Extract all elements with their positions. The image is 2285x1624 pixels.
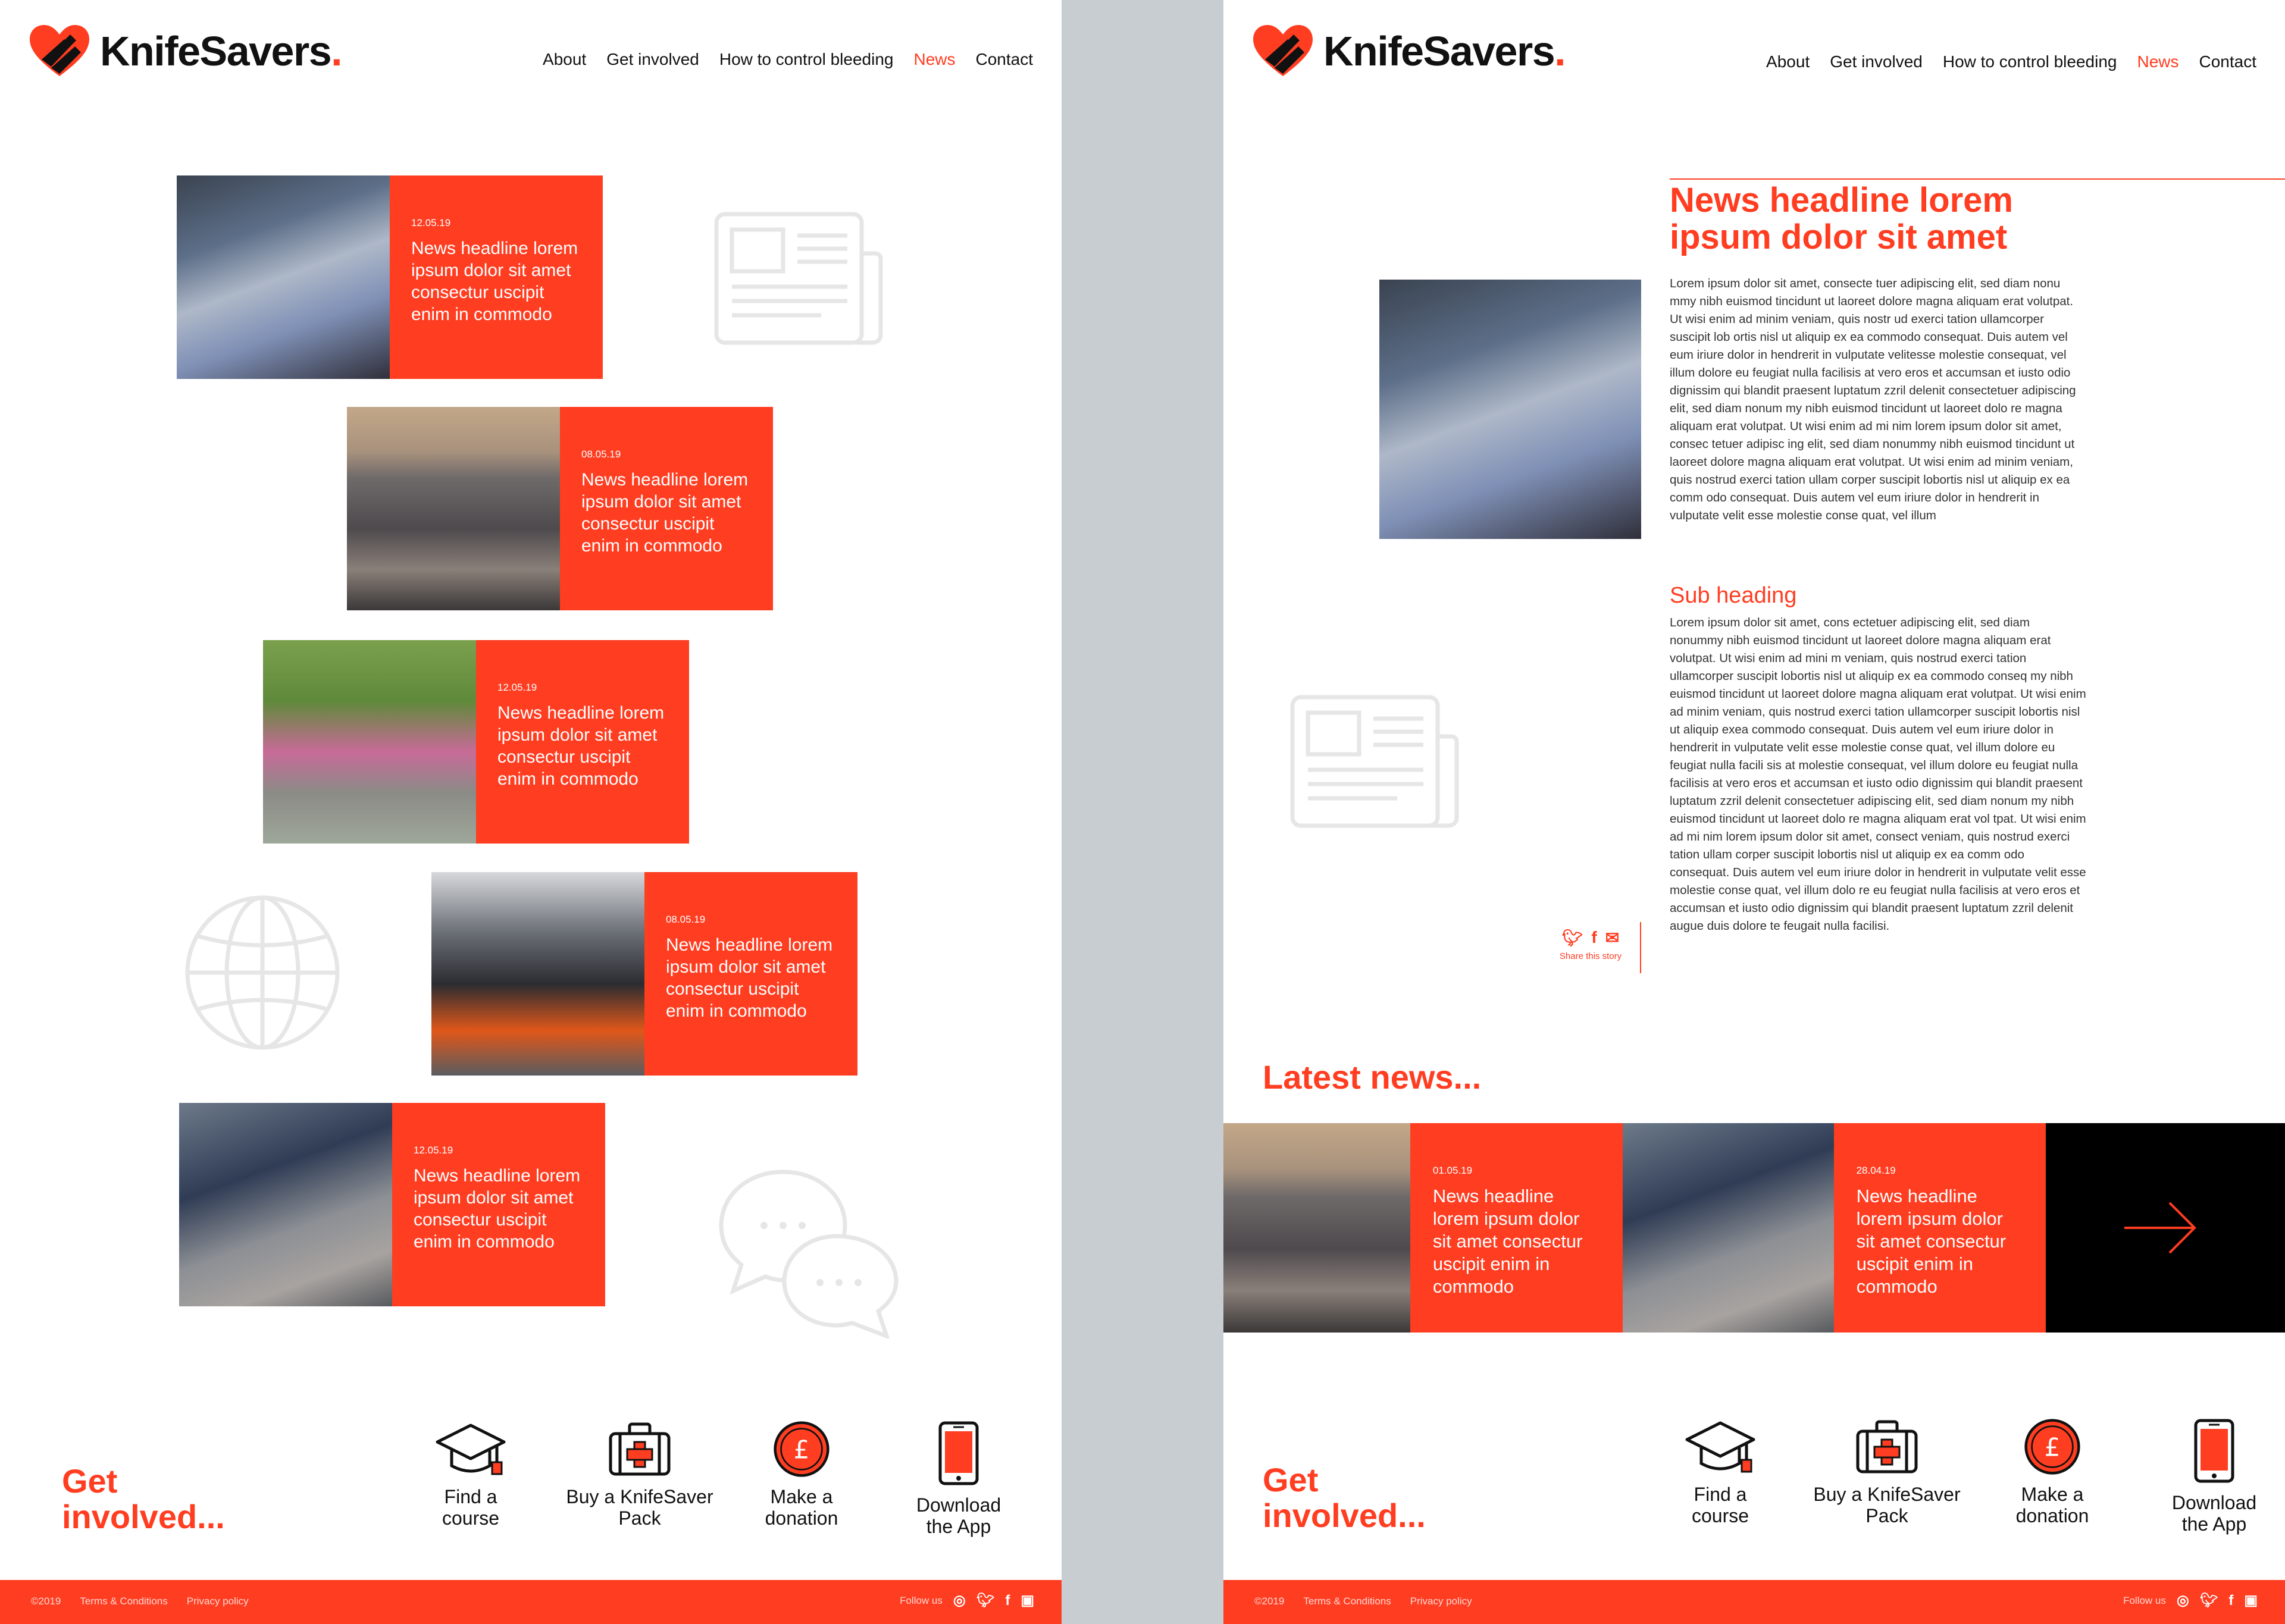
- brand-name: KnifeSavers: [100, 28, 331, 74]
- follow-us-label: Follow us: [2123, 1594, 2166, 1606]
- arrow-right-icon: [2123, 1200, 2198, 1255]
- globe-icon: [184, 895, 340, 1051]
- news-headline[interactable]: News headline lorem ipsum dolor sit amet consectur uscipit enim in commodo: [581, 470, 749, 556]
- facebook-icon[interactable]: f: [1591, 928, 1597, 946]
- pound-coin-icon: [2021, 1418, 2084, 1475]
- find-course-label-2: course: [442, 1507, 500, 1529]
- news-card-text: [476, 640, 689, 844]
- news-image-paramedic-ambulance: [177, 175, 390, 379]
- footer: [0, 1580, 1062, 1624]
- smartphone-icon: [938, 1421, 979, 1486]
- get-involved-title: [1263, 1462, 1426, 1534]
- buy-pack-link[interactable]: [559, 1421, 720, 1529]
- follow-us-label: Follow us: [900, 1594, 943, 1606]
- heart-hands-logo-icon: [1252, 24, 1314, 79]
- site-logo[interactable]: [29, 23, 362, 82]
- latest-image-first-aid-street[interactable]: [1623, 1123, 1834, 1333]
- news-date: 01.05.19: [1432, 1165, 1473, 1176]
- news-date: 08.05.19: [581, 449, 621, 460]
- first-aid-kit-icon: [607, 1421, 672, 1478]
- nav-get-involved[interactable]: Get involved: [1830, 52, 1923, 71]
- nav-news[interactable]: News: [2137, 52, 2179, 71]
- get-involved-title-line1: Get: [1263, 1461, 1319, 1498]
- brand-dot: .: [1554, 28, 1566, 74]
- news-headline[interactable]: News headline lorem ipsum dolor sit amet consectur uscipit enim in commodo: [666, 935, 833, 1021]
- snapchat-icon[interactable]: ▣: [2244, 1592, 2258, 1609]
- buy-pack-label-1: Buy a KnifeSaver: [566, 1486, 713, 1507]
- facebook-icon[interactable]: f: [2228, 1592, 2234, 1609]
- latest-card[interactable]: [1410, 1123, 1623, 1333]
- article-body-1: Lorem ipsum dolor sit amet, consecte tuer adipiscing elit, sed diam nonu mmy nibh euismod tincidunt ut laoreet dolore magna aliquam erat volutpat. Ut wisi enim ad minim veniam, quis nostr ud exerci tation ullamcorper suscipit lob ortis nisl ut aliquip ex ea commodo consequat. Duis autem vel eum iriure dolor in hendrerit in vulputate velitesse molestie consequat, vel illum dolore eu feugiat nulla facilisis at vero eros et accumsan et iusto odio dignissim qui blandit praesent luptatum zzril delenit consectetuer adipiscing elit, sed diam nonum my nibh euismod tincidunt ut laoreet dolo re magna aliquam erat volutpat. Ut wisi enim ad mi nim lorem ipsum dolor sit amet, consec tetuer adipisc ing elit, sed diam nonummy nibh euismod tincidunt ut laoreet dolore magna aliquam erat volutpat. Ut wisi enim ad minim veniam, quis nostrud exerci tation ullam corper suscipit lobortis nisl ut aliquip ex ea comm odo consequat. Duis autem vel eum iriure dolor in hendrerit in vulputate velit esse molestie conse quat, vel illum: [1670, 277, 2076, 522]
- buy-pack-label-1: Buy a KnifeSaver: [1813, 1484, 1961, 1505]
- news-card[interactable]: [431, 872, 857, 1076]
- buy-pack-label-2: Pack: [1865, 1505, 1908, 1526]
- privacy-link[interactable]: Privacy policy: [1410, 1595, 1472, 1607]
- find-course-label-2: course: [1691, 1505, 1749, 1526]
- news-card[interactable]: [177, 175, 603, 379]
- news-card-text: [644, 872, 857, 1076]
- news-image-first-aid-street: [179, 1103, 392, 1306]
- donation-label-2: donation: [2015, 1505, 2089, 1526]
- nav-contact[interactable]: Contact: [2199, 52, 2256, 71]
- article-body-2: Lorem ipsum dolor sit amet, cons ectetuer adipiscing elit, sed diam nonummy nibh euismod tincidunt ut laoreet dolore magna aliquam erat volutpat. Ut wisi enim ad mini m veniam, quis nostrud exerci tation ullamcorper suscipit lobortis nisl ut aliquip ex ea commodo conseq my nibh euismod tincidunt ut laoreet dolore magna aliquam erat volutpat. Ut wisi enim ad minim veniam, quis nostrud exerci tation ullamcorper suscipit lobortis nisl ut aliquip exea commodo consequat. Duis autem vel eum iriure dolor in hendrerit in vulputate velit esse molestie conse quat, vel illum dolore eu feugiat nulla facili sis at molestie consequat, vel illum dolore eu feugiat nulla facilisis at vero eros et accumsan et iusto odio dignissim qui blandit praesent luptatum zzril delenit consectetuer adipiscing elit, sed diam nonum my nibh euismod tincidunt ut laoreet dolo re magna aliquam erat vol tpat. Ut wisi enim ad mi nim lorem ipsum dolor sit amet, consect veniam, quis nostrud exerci tation ullam corper suscipit lobortis nisl ut aliquip ex ea comm odo consequat. Duis autem vel eum iriure dolor in hendrerit in vulputate velit esse molestie conse quat, vel illum dolo re eu feugiat nulla facilisis at vero eros et accumsan et iusto odio dignissim qui blandit praesent luptatum zzril delenit augue duis dolore te feugait nulla facilisi.: [1670, 616, 2086, 933]
- nav-how-to-control-bleeding[interactable]: How to control bleeding: [719, 50, 894, 68]
- buy-pack-label-2: Pack: [618, 1507, 661, 1529]
- news-date: 12.05.19: [497, 682, 537, 693]
- news-article-page: [1223, 0, 2285, 1624]
- news-card-text: [390, 175, 603, 379]
- find-course-label-1: Find a: [1694, 1484, 1747, 1505]
- latest-card[interactable]: [1834, 1123, 2046, 1333]
- email-icon[interactable]: ✉: [1605, 929, 1620, 947]
- nav-about[interactable]: About: [1766, 52, 1810, 71]
- share-label: Share this story: [1559, 951, 1622, 961]
- graduation-cap-icon: [1685, 1418, 1756, 1475]
- copyright: ©2019: [1254, 1595, 1285, 1607]
- news-list-page: [0, 0, 1062, 1624]
- first-aid-kit-icon: [1854, 1418, 1920, 1475]
- copyright: ©2019: [31, 1595, 61, 1607]
- news-headline[interactable]: News headline lorem ipsum dolor sit amet consectur uscipit enim in commodo: [1432, 1186, 1583, 1297]
- news-headline[interactable]: News headline lorem ipsum dolor sit amet consectur uscipit enim in commodo: [411, 239, 578, 324]
- download-app-label-2: the App: [2181, 1513, 2247, 1535]
- pound-coin-icon: [770, 1421, 833, 1478]
- news-image-city-skyline: [347, 407, 560, 610]
- main-nav: [543, 50, 1033, 69]
- privacy-link[interactable]: Privacy policy: [186, 1595, 249, 1607]
- smartphone-icon: [2193, 1418, 2235, 1484]
- news-card-text: [560, 407, 773, 610]
- news-date: 12.05.19: [411, 217, 451, 228]
- nav-how-to-control-bleeding[interactable]: How to control bleeding: [1942, 52, 2117, 71]
- article-sub-heading: Sub heading: [1670, 583, 1797, 608]
- find-course-link[interactable]: [1640, 1418, 1801, 1526]
- news-card-text: [392, 1103, 605, 1306]
- latest-image-city-skyline[interactable]: [1223, 1123, 1410, 1333]
- donation-label-1: Make a: [770, 1486, 833, 1507]
- nav-news[interactable]: News: [913, 50, 956, 68]
- donation-link[interactable]: [721, 1421, 882, 1529]
- get-involved-title-line2: involved...: [1263, 1497, 1426, 1534]
- news-date: 12.05.19: [414, 1145, 453, 1156]
- donation-link[interactable]: [1972, 1418, 2133, 1526]
- nav-get-involved[interactable]: Get involved: [606, 50, 699, 68]
- news-date: 28.04.19: [1856, 1165, 1896, 1176]
- newspaper-icon: [714, 212, 883, 345]
- download-app-link[interactable]: [878, 1421, 1039, 1537]
- twitter-icon[interactable]: 🐦︎: [1561, 929, 1583, 947]
- brand-name: KnifeSavers: [1323, 28, 1555, 74]
- site-logo[interactable]: [1252, 23, 1585, 82]
- latest-next-button[interactable]: [2046, 1123, 2285, 1333]
- news-headline[interactable]: News headline lorem ipsum dolor sit amet consectur uscipit enim in commodo: [1856, 1186, 2007, 1297]
- heart-hands-logo-icon: [29, 24, 90, 79]
- brand-dot: .: [331, 28, 342, 74]
- donation-label-2: donation: [765, 1507, 838, 1529]
- news-image-paramedics-team: [431, 872, 644, 1076]
- twitter-icon[interactable]: 🐦︎: [976, 1592, 995, 1609]
- news-image-charity-walk: [263, 640, 476, 844]
- download-app-label-1: Download: [2171, 1492, 2257, 1513]
- buy-pack-link[interactable]: [1807, 1418, 1967, 1526]
- nav-contact[interactable]: Contact: [975, 50, 1033, 68]
- instagram-icon[interactable]: ◎: [2176, 1592, 2189, 1609]
- download-app-label-2: the App: [926, 1516, 991, 1537]
- graduation-cap-icon: [435, 1421, 506, 1478]
- share-block: [1552, 928, 1629, 961]
- latest-news-strip: [1223, 1123, 2285, 1333]
- article-title: News headline lorem ipsum dolor sit amet: [1670, 181, 2013, 256]
- footer: [1223, 1580, 2285, 1624]
- instagram-icon[interactable]: ◎: [953, 1592, 966, 1609]
- facebook-icon[interactable]: f: [1005, 1592, 1010, 1609]
- svg-text:£: £: [2044, 1432, 2061, 1462]
- news-card[interactable]: [263, 640, 689, 844]
- download-app-label-1: Download: [916, 1494, 1001, 1516]
- svg-text:£: £: [793, 1435, 810, 1465]
- nav-about[interactable]: About: [543, 50, 587, 68]
- donation-label-1: Make a: [2021, 1484, 2084, 1505]
- get-involved-title-line2: involved...: [62, 1498, 225, 1535]
- news-date: 08.05.19: [666, 914, 706, 925]
- latest-news-title: Latest news...: [1263, 1058, 1482, 1096]
- news-headline[interactable]: News headline lorem ipsum dolor sit amet consectur uscipit enim in commodo: [414, 1166, 581, 1252]
- news-headline[interactable]: News headline lorem ipsum dolor sit amet consectur uscipit enim in commodo: [497, 703, 665, 789]
- twitter-icon[interactable]: 🐦︎: [2199, 1592, 2218, 1609]
- title-rule: [1670, 178, 2285, 180]
- news-card[interactable]: [179, 1103, 605, 1306]
- download-app-link[interactable]: [2134, 1418, 2285, 1535]
- get-involved-title-line1: Get: [62, 1462, 118, 1500]
- main-nav: [1766, 52, 2256, 71]
- share-divider: [1640, 922, 1641, 973]
- snapchat-icon[interactable]: ▣: [1021, 1592, 1034, 1609]
- news-card[interactable]: [347, 407, 773, 610]
- terms-link[interactable]: Terms & Conditions: [1303, 1595, 1391, 1607]
- newspaper-icon: [1290, 695, 1459, 828]
- get-involved-title: [62, 1463, 225, 1535]
- find-course-label-1: Find a: [444, 1486, 497, 1507]
- chat-bubbles-icon: [718, 1166, 902, 1338]
- terms-link[interactable]: Terms & Conditions: [80, 1595, 168, 1607]
- find-course-link[interactable]: [390, 1421, 551, 1529]
- article-image-paramedic-ambulance: [1379, 280, 1641, 539]
